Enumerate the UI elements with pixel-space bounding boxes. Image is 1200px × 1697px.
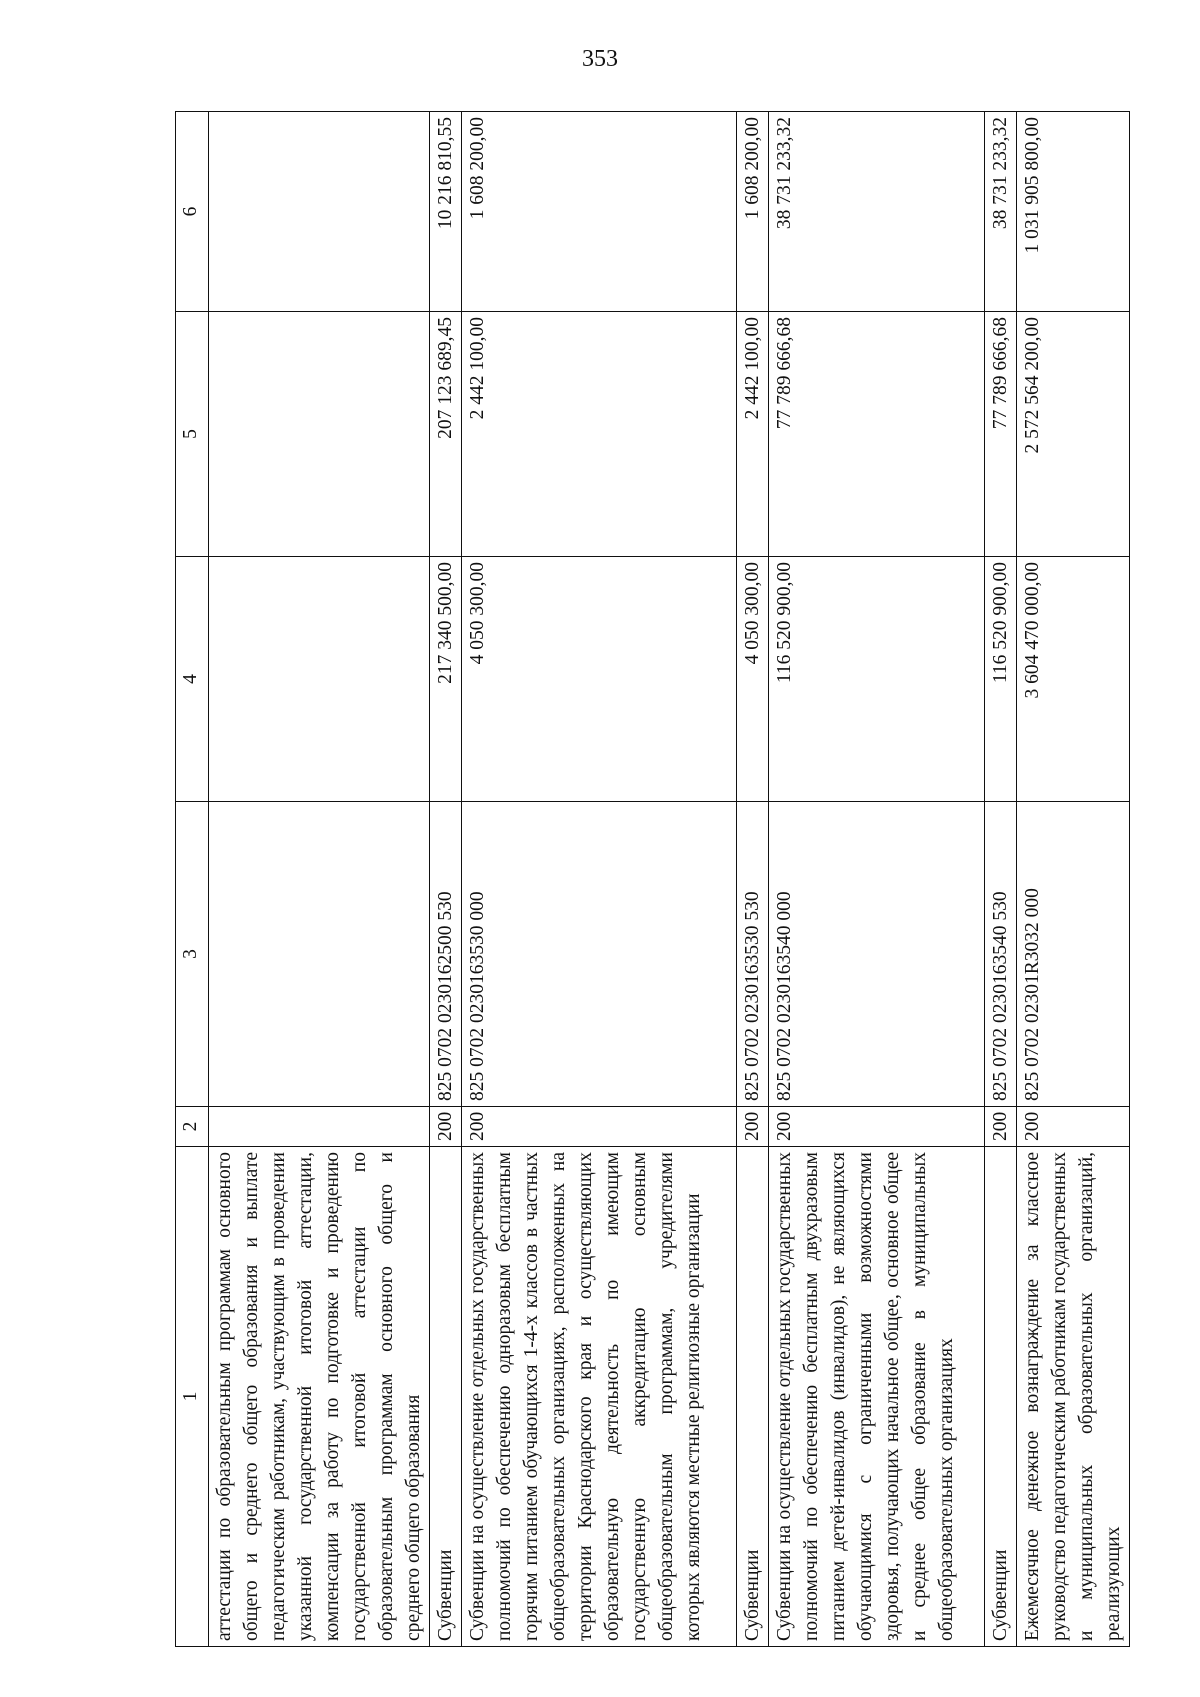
row-classification [209,802,430,1107]
header-col-1: 1 [176,1147,209,1647]
row-classification: 825 0702 02301R3032 000 [1017,802,1130,1107]
header-col-3: 3 [176,802,209,1107]
row-description: Субвенции [430,1147,462,1647]
row-remainder: 38 731 233,32 [769,112,985,312]
rotated-table-container [175,112,1124,1647]
row-classification: 825 0702 0230163530 000 [462,802,737,1107]
row-remainder: 1 031 905 800,00 [1017,112,1130,312]
row-description: аттестации по образовательным программам основного общего и среднего общего образования и выплате педагогическим работникам, участвующим в проведении указанной государственной итоговой аттестации, компенсации за работу по подготовке и проведению государственной итоговой аттестации по образовательным программам основного общего и среднего общего образования [209,1147,430,1647]
row-remainder: 38 731 233,32 [985,112,1017,312]
row-classification: 825 0702 0230163540 000 [769,802,985,1107]
row-description: Субвенции [985,1147,1017,1647]
row-executed: 2 442 100,00 [462,312,737,557]
row-classification: 825 0702 0230163540 530 [985,802,1017,1107]
row-description: Субвенции на осуществление отдельных государственных полномочий по обеспечению одноразовым бесплатным горячим питанием обучающихся 1-4-х классов в частных общеобразовательных организациях, расположенных на территории Краснодарского края и осуществляющих образовательную деятельность по имеющим государственную аккредитацию основным общеобразовательным программам, учредителями которых являются местные религиозные организации [462,1147,737,1647]
header-col-6: 6 [176,112,209,312]
row-executed [209,312,430,557]
page-number: 353 [582,46,618,72]
table-row [430,112,462,1647]
row-executed: 207 123 689,45 [430,312,462,557]
row-remainder: 10 216 810,55 [430,112,462,312]
row-classification: 825 0702 0230163530 530 [737,802,769,1107]
row-executed: 2 442 100,00 [737,312,769,557]
row-code: 200 [985,1107,1017,1147]
row-remainder: 1 608 200,00 [462,112,737,312]
row-code: 200 [1017,1107,1130,1147]
row-code: 200 [737,1107,769,1147]
row-executed: 77 789 666,68 [769,312,985,557]
row-executed: 2 572 564 200,00 [1017,312,1130,557]
header-col-4: 4 [176,557,209,802]
table-row [209,112,430,1647]
row-executed: 77 789 666,68 [985,312,1017,557]
table-row [769,112,985,1647]
header-col-2: 2 [176,1107,209,1147]
row-code: 200 [769,1107,985,1147]
table-row [462,112,737,1647]
row-description: Субвенции на осуществление отдельных государственных полномочий по обеспечению бесплатным двухразовым питанием детей-инвалидов (инвалидов), не являющихся обучающимися с ограниченными возможностями здоровья, получающих начальное общее, основное общее и среднее общее образование в муниципальных общеобразовательных организациях [769,1147,985,1647]
row-remainder [209,112,430,312]
row-description: Субвенции [737,1147,769,1647]
table-row [1017,112,1130,1647]
row-classification: 825 0702 0230162500 530 [430,802,462,1107]
row-planned: 4 050 300,00 [737,557,769,802]
row-code [209,1107,430,1147]
budget-table [175,111,1130,1647]
row-code: 200 [430,1107,462,1147]
row-planned: 4 050 300,00 [462,557,737,802]
row-code: 200 [462,1107,737,1147]
row-remainder: 1 608 200,00 [737,112,769,312]
table-row [985,112,1017,1647]
header-row [176,112,209,1647]
row-description: Ежемесячное денежное вознаграждение за классное руководство педагогическим работникам государственных и муниципальных образовательных организаций, реализующих [1017,1147,1130,1647]
table-row [737,112,769,1647]
row-planned: 3 604 470 000,00 [1017,557,1130,802]
row-planned: 116 520 900,00 [985,557,1017,802]
header-col-5: 5 [176,312,209,557]
row-planned [209,557,430,802]
row-planned: 217 340 500,00 [430,557,462,802]
row-planned: 116 520 900,00 [769,557,985,802]
